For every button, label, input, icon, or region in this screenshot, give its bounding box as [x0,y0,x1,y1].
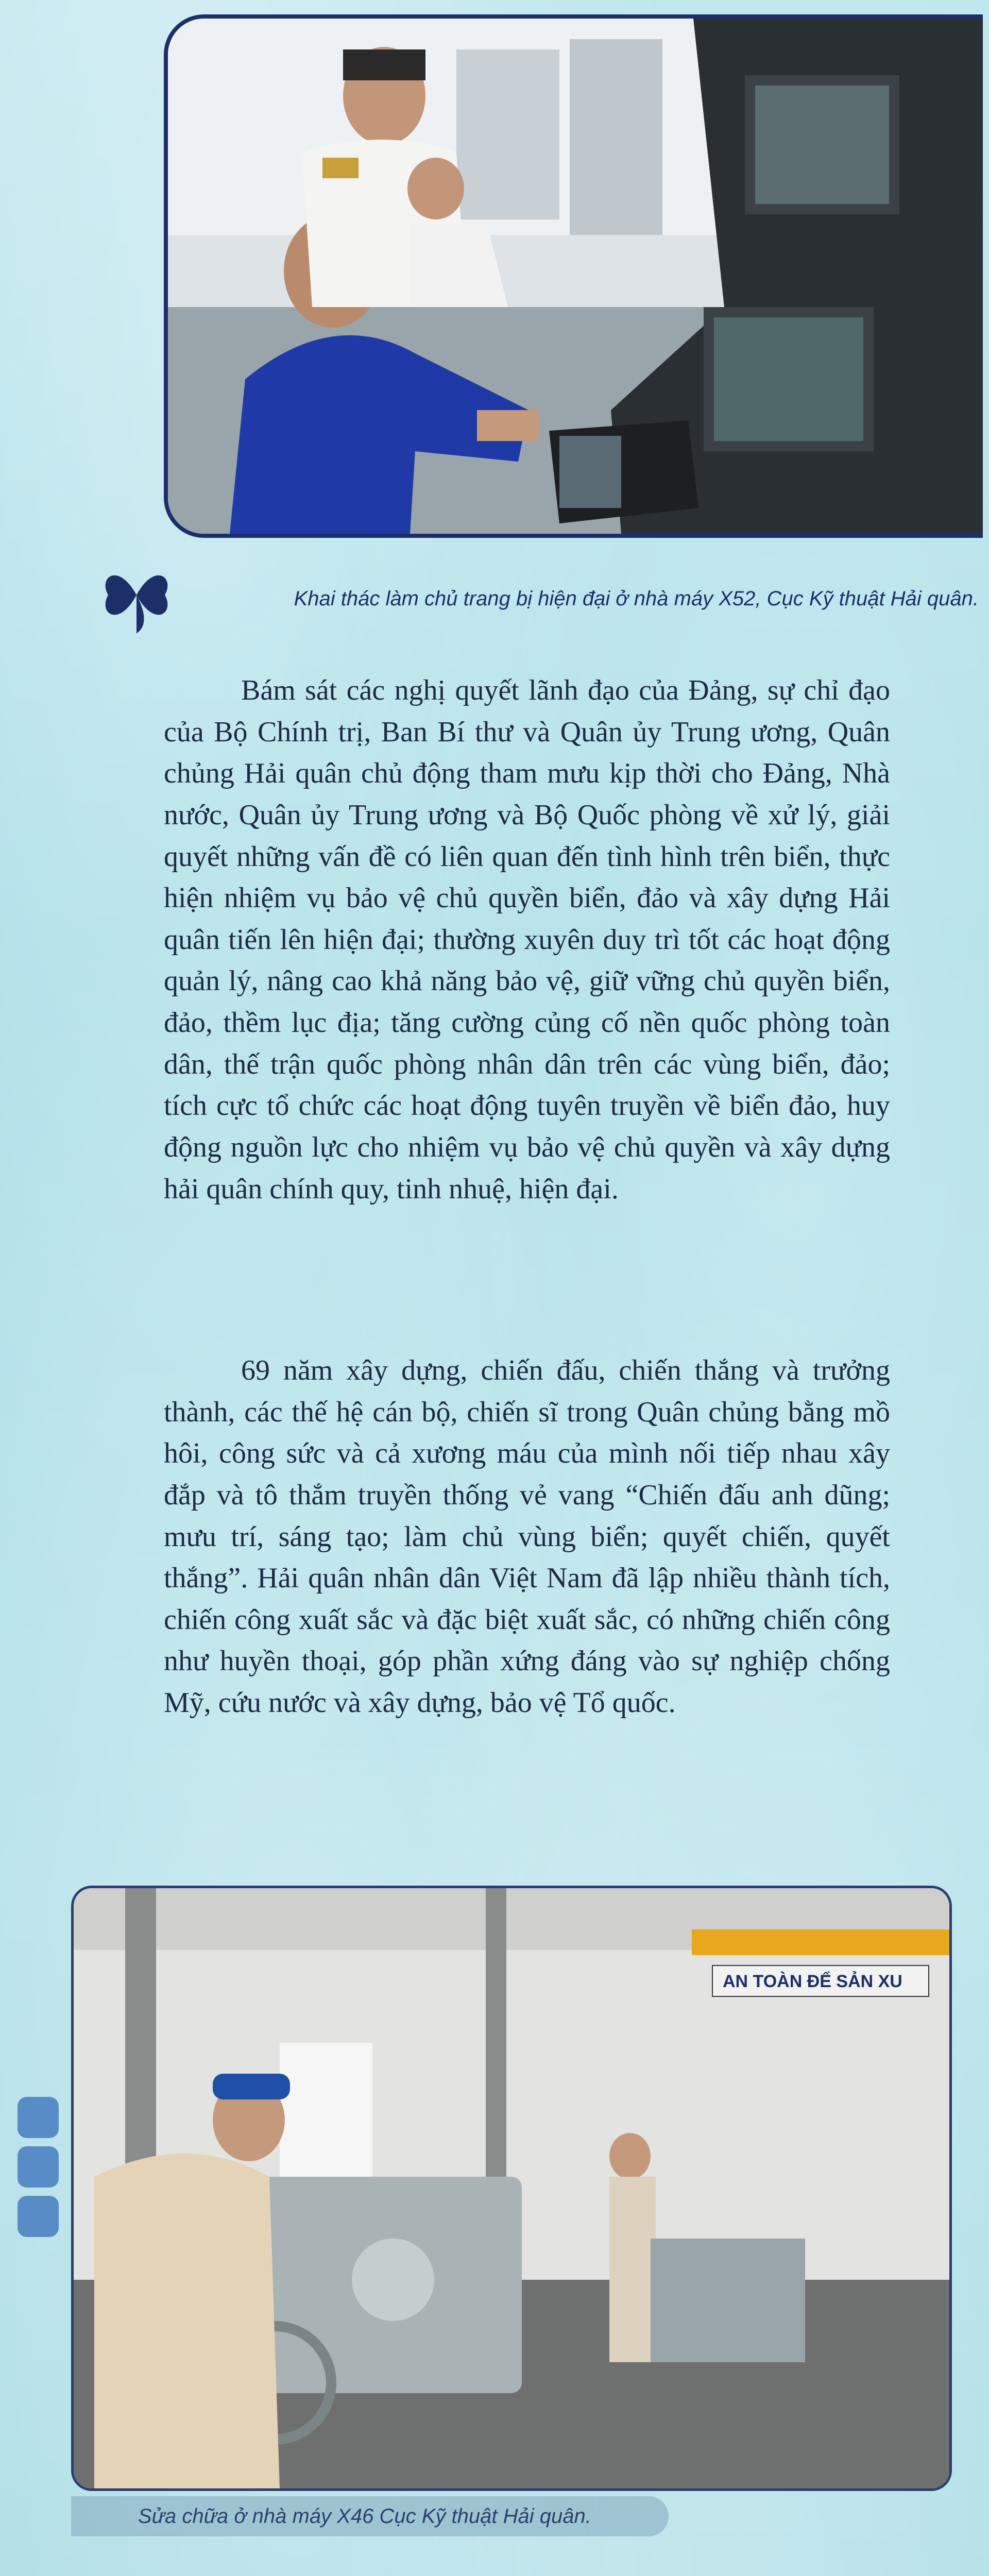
article-paragraph-1: Bám sát các nghị quyết lãnh đạo của Đảng, sự chỉ đạo của Bộ Chính trị, Ban Bí thư và Quân ủy Trung ương, Quân chủng Hải quân chủ động tham mưu kịp thời cho Đảng, Nhà nước, Quân ủy Trung ương và Bộ Quốc phòng về xử lý, giải quyết những vấn đề có liên quan đến tình hình trên biển, thực hiện nhiệm vụ bảo vệ chủ quyền biển, đảo và xây dựng Hải quân tiến lên hiện đại; thường xuyên duy trì tốt các hoạt động quản lý, nâng cao khả năng bảo vệ, giữ vững chủ quyền biển, đảo, thềm lục địa; tăng cường củng cố nền quốc phòng toàn dân, thế trận quốc phòng nhân dân trên các vùng biển, đảo; tích cực tổ chức các hoạt động tuyên truyền về biển đảo, huy động nguồn lực cho nhiệm vụ bảo vệ chủ quyền và xây dựng hải quân chính quy, tinh nhuệ, hiện đại. [164,674,890,1205]
control-room-illustration [168,19,983,534]
safety-sign-text: AN TOÀN ĐỂ SẢN XU [723,1972,902,1991]
decor-square [18,2196,59,2237]
decor-square [18,2146,59,2188]
article-paragraph-2: 69 năm xây dựng, chiến đấu, chiến thắng và trưởng thành, các thế hệ cán bộ, chiến sĩ trong Quân chủng bằng mồ hôi, công sức và cả xương máu của mình nối tiếp nhau xây đắp và tô thắm truyền thống vẻ vang “Chiến đấu anh dũng; mưu trí, sáng tạo; làm chủ vùng biển; quyết chiến, quyết thắng”. Hải quân nhân dân Việt Nam đã lập nhiều thành tích, chiến công xuất sắc và đặc biệt xuất sắc, có những chiến công như huyền thoại, góp phần xứng đáng vào sự nghiệp chống Mỹ, cứu nước và xây dựng, bảo vệ Tổ quốc. [164,1354,890,1719]
photo1-caption: Khai thác làm chủ trang bị hiện đại ở nhà máy X52, Cục Kỹ thuật Hải quân. [294,587,979,610]
photo-workshop [71,1886,952,2491]
photo2-caption: Sửa chữa ở nhà máy X46 Cục Kỹ thuật Hải quân. [138,2505,591,2528]
photo-control-room [164,14,983,538]
side-decoration [18,2097,59,2245]
workshop-illustration [74,1888,949,2488]
decor-square [18,2097,59,2138]
